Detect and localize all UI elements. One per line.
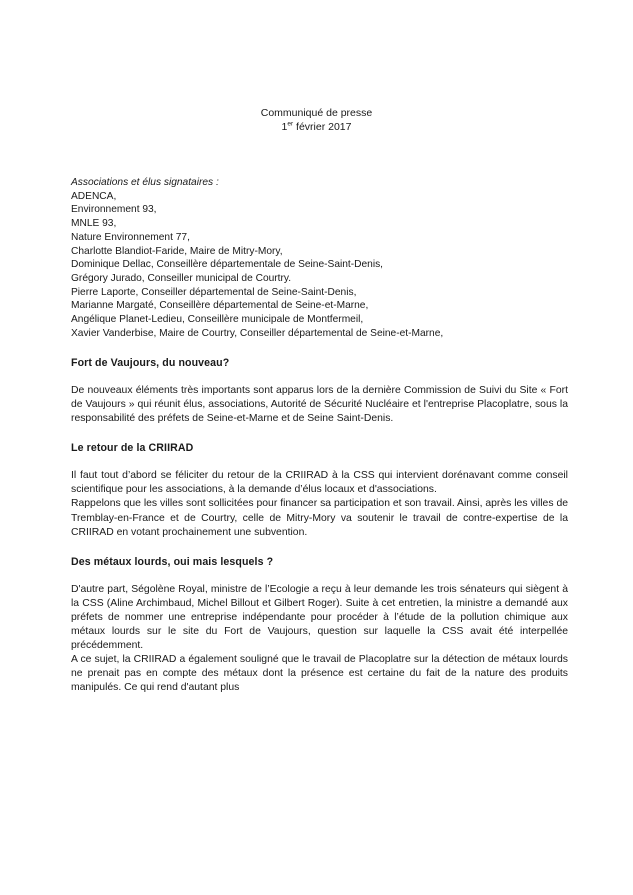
signatories-heading: Associations et élus signataires :	[71, 177, 219, 188]
signatory-item: Grégory Jurado, Conseiller municipal de Courtry.	[71, 272, 292, 284]
section-paragraph: D'autre part, Ségolène Royal, ministre de l’Ecologie a reçu à leur demande les trois sénateurs qui siègent à la CSS (Aline Archimbaud, Michel Billout et Gilbert Roger). Suite à cet entretien, la ministre a demandé aux préfets de nommer une entreprise indépendante pour procéder à l’étude de la pollution chimique aux métaux lourds sur le site du Fort de Vaujours, question sur laquelle la CSS avait été interpellée précédemment.	[71, 583, 568, 652]
signatories-block	[71, 176, 571, 340]
signatory-item: Nature Environnement 77,	[71, 231, 190, 243]
spacer	[71, 455, 568, 469]
date-month-year: février 2017	[293, 121, 352, 133]
signatory-item: Marianne Margaté, Conseillère départemental de Seine-et-Marne,	[71, 300, 369, 312]
spacer	[71, 540, 568, 555]
document-body	[71, 356, 568, 696]
spacer	[71, 569, 568, 583]
signatory-item: Angélique Planet-Ledieu, Conseillère municipale de Montfermeil,	[71, 314, 364, 326]
signatory-item: Pierre Laporte, Conseiller départemental de Seine-Saint-Denis,	[71, 286, 357, 298]
signatory-item: Dominique Dellac, Conseillère départementale de Seine-Saint-Denis,	[71, 259, 384, 271]
document-header	[0, 106, 633, 134]
spacer	[71, 370, 568, 384]
signatory-item: Charlotte Blandiot-Faride, Maire de Mitry-Mory,	[71, 245, 283, 257]
signatory-item: ADENCA,	[71, 190, 117, 202]
section-paragraph: Rappelons que les villes sont sollicitées pour financer sa participation et son travail. Ainsi, après les villes de Tremblay-en-France et de Courtry, celle de Mitry-Mory va soutenir le travail de contre-expertise de la CRIIRAD en votant prochainement une subvention.	[71, 498, 568, 538]
spacer	[71, 426, 568, 441]
signatory-item: Xavier Vanderbise, Maire de Courtry, Conseiller départemental de Seine-et-Marne,	[71, 327, 444, 339]
document-title: Communiqué de presse	[260, 107, 373, 119]
signatory-item: MNLE 93,	[71, 218, 117, 230]
section-paragraph: De nouveaux éléments très importants sont apparus lors de la dernière Commission de Suivi du Site « Fort de Vaujours » qui réunit élus, associations, Autorité de Sécurité Nucléaire et l'entreprise Placoplatre, sous la responsabilité des préfets de Seine-et-Marne et de Seine Saint-Denis.	[71, 385, 568, 425]
section-paragraph: Il faut tout d’abord se féliciter du retour de la CRIIRAD à la CSS qui intervient dorénavant comme conseil scientifique pour les associations, à la demande d’élus locaux et d'associations.	[71, 470, 568, 496]
section-heading-metaux-lourds: Des métaux lourds, oui mais lesquels ?	[71, 555, 274, 568]
section-heading-fort-de-vaujours: Fort de Vaujours, du nouveau?	[71, 357, 230, 369]
section-paragraph: A ce sujet, la CRIIRAD a également souligné que le travail de Placoplatre sur la détection de métaux lourds ne prenait pas en compte des métaux dont la présence est certaine du fait de la nature des produits manipulés. Ce qui rend d'autant plus	[71, 654, 568, 694]
date-day-number: 1	[281, 121, 288, 133]
section-heading-retour-criirad: Le retour de la CRIIRAD	[71, 442, 194, 455]
signatory-item: Environnement 93,	[71, 204, 157, 216]
document-date	[0, 120, 633, 134]
date-ordinal-suffix: er	[287, 120, 294, 128]
